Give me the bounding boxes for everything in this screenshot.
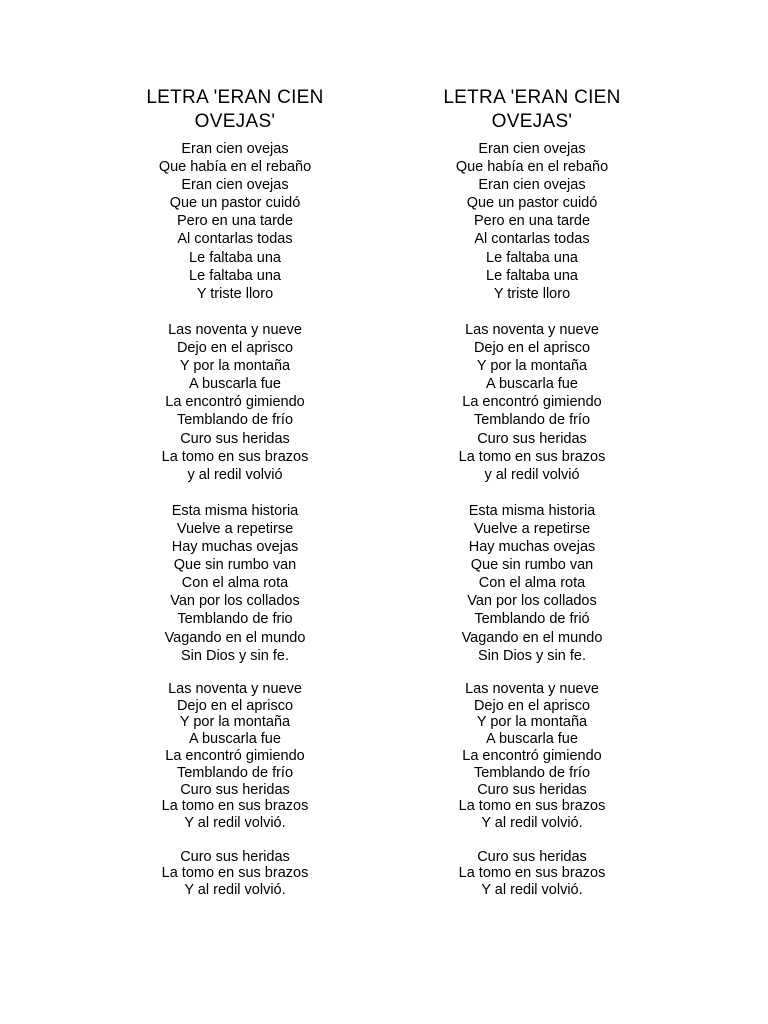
lyric-line: Vagando en el mundo [461, 629, 603, 646]
lyrics-title [402, 86, 662, 134]
lyrics-stanza [402, 849, 662, 899]
lyric-line: Dejo en el aprisco [176, 340, 294, 357]
title-line: LETRA 'ERAN CIEN [443, 87, 621, 108]
lyric-line: Temblando de frío [176, 764, 294, 781]
lyric-line: Las noventa y nueve [465, 680, 599, 697]
lyrics-stanza [402, 502, 662, 665]
lyric-line: Y al redil volvió. [184, 882, 286, 899]
lyric-line: Dejo en el aprisco [473, 340, 591, 357]
lyric-line: Que había en el rebaño [158, 159, 312, 176]
lyric-line: La encontró gimiendo [462, 394, 602, 411]
lyric-line: Temblando de frió [474, 611, 590, 628]
lyric-line: Eran cien ovejas [181, 177, 289, 194]
lyric-line: Curo sus heridas [180, 848, 290, 865]
lyric-line: y al redil volvió [187, 466, 283, 483]
lyrics-stanza [105, 681, 365, 832]
lyric-line: Y al redil volvió. [481, 882, 583, 899]
lyric-line: La tomo en sus brazos [458, 798, 606, 815]
lyric-line: Dejo en el aprisco [473, 697, 591, 714]
lyric-line: Le faltaba una [486, 267, 578, 284]
lyric-line: Temblando de frío [473, 764, 591, 781]
lyric-line: A buscarla fue [486, 731, 578, 748]
lyric-line: La encontró gimiendo [165, 747, 305, 764]
lyric-line: Curo sus heridas [477, 781, 587, 798]
lyric-line: Curo sus heridas [180, 781, 290, 798]
lyric-line: Al contarlas todas [177, 231, 293, 248]
lyrics-stanza [402, 140, 662, 303]
lyric-line: A buscarla fue [486, 376, 578, 393]
lyric-line: Las noventa y nueve [465, 321, 599, 338]
lyric-line: Le faltaba una [486, 249, 578, 266]
lyric-line: Que sin rumbo van [173, 557, 297, 574]
lyric-line: La tomo en sus brazos [161, 798, 309, 815]
lyrics-column-left [105, 86, 365, 899]
lyric-line: Eran cien ovejas [181, 141, 289, 157]
lyrics-stanza [402, 681, 662, 832]
lyric-line: Y por la montaña [179, 358, 291, 375]
lyric-line: Esta misma historia [468, 502, 596, 519]
lyrics-stanza [105, 849, 365, 899]
lyric-line: Y por la montaña [179, 714, 291, 731]
lyrics-stanza [402, 321, 662, 484]
lyric-line: Que sin rumbo van [470, 557, 594, 574]
lyric-line: Curo sus heridas [477, 430, 587, 447]
title-line: LETRA 'ERAN CIEN [146, 87, 324, 108]
lyric-line: Pero en una tarde [176, 213, 294, 230]
lyric-line: Eran cien ovejas [478, 177, 586, 194]
lyric-line: La tomo en sus brazos [458, 448, 606, 465]
lyric-line: Que un pastor cuidó [466, 195, 598, 212]
lyric-line: Van por los collados [467, 593, 597, 610]
lyric-line: Las noventa y nueve [168, 321, 302, 338]
lyric-line: La encontró gimiendo [462, 747, 602, 764]
lyric-line: Y al redil volvió. [184, 815, 286, 832]
lyric-line: A buscarla fue [189, 731, 281, 748]
lyric-line: Le faltaba una [189, 249, 281, 266]
lyric-line: Que había en el rebaño [455, 159, 609, 176]
lyric-line: Hay muchas ovejas [468, 539, 596, 556]
lyric-line: Van por los collados [170, 593, 300, 610]
lyric-line: La tomo en sus brazos [161, 448, 309, 465]
lyric-line: Y triste lloro [196, 285, 274, 302]
lyric-line: A buscarla fue [189, 376, 281, 393]
lyric-line: Y por la montaña [476, 358, 588, 375]
lyric-line: Dejo en el aprisco [176, 697, 294, 714]
lyric-line: La tomo en sus brazos [161, 865, 309, 882]
lyric-line: Curo sus heridas [180, 430, 290, 447]
lyric-line: Esta misma historia [171, 502, 299, 519]
lyric-line: Vuelve a repetirse [473, 520, 591, 537]
lyric-line: Eran cien ovejas [478, 141, 586, 157]
lyric-line: Las noventa y nueve [168, 680, 302, 697]
lyrics-column-right [402, 86, 662, 899]
lyric-line: La tomo en sus brazos [458, 865, 606, 882]
lyric-line: Que un pastor cuidó [169, 195, 301, 212]
lyric-line: Pero en una tarde [473, 213, 591, 230]
lyric-line: Al contarlas todas [474, 231, 590, 248]
lyric-line: Hay muchas ovejas [171, 539, 299, 556]
lyric-line: Temblando de frío [176, 412, 294, 429]
title-line: OVEJAS' [194, 111, 276, 132]
lyric-line: Le faltaba una [189, 267, 281, 284]
lyric-line: La encontró gimiendo [165, 394, 305, 411]
lyrics-stanza [105, 502, 365, 665]
lyric-line: Y triste lloro [493, 285, 571, 302]
lyric-line: y al redil volvió [484, 466, 580, 483]
lyrics-stanza [105, 140, 365, 303]
lyrics-stanza [105, 321, 365, 484]
lyric-line: Vuelve a repetirse [176, 520, 294, 537]
lyric-line: Y por la montaña [476, 714, 588, 731]
lyric-line: Con el alma rota [478, 575, 586, 592]
lyric-line: Temblando de frío [473, 412, 591, 429]
lyric-line: Sin Dios y sin fe. [478, 647, 586, 664]
lyrics-title [105, 86, 365, 134]
lyric-line: Sin Dios y sin fe. [181, 647, 289, 664]
lyric-line: Con el alma rota [181, 575, 289, 592]
lyric-line: Vagando en el mundo [164, 629, 306, 646]
lyric-line: Curo sus heridas [477, 848, 587, 865]
lyric-line: Temblando de frio [177, 611, 293, 628]
lyric-line: Y al redil volvió. [481, 815, 583, 832]
title-line: OVEJAS' [491, 111, 573, 132]
